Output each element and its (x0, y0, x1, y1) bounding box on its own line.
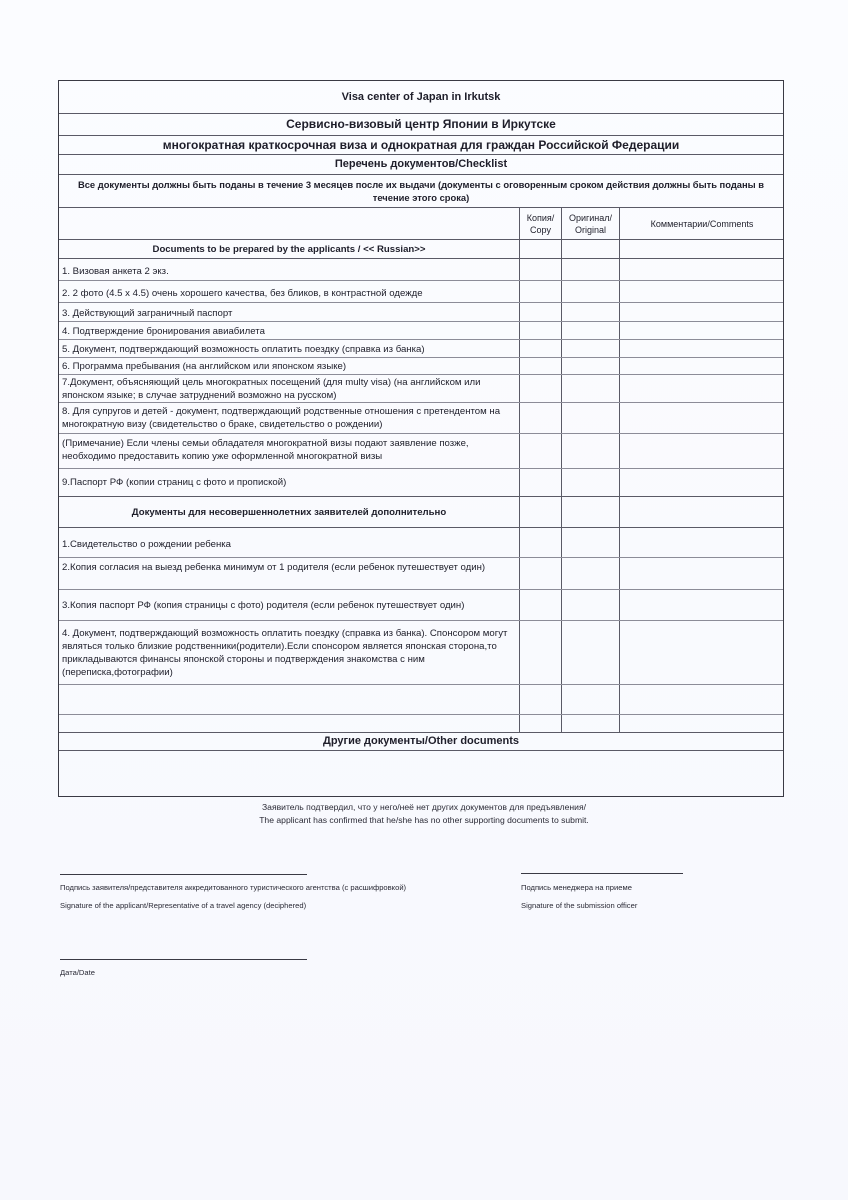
section2-title-row (59, 497, 783, 528)
header-line4-row (59, 155, 783, 175)
item-row (59, 621, 783, 685)
item-row (59, 322, 783, 340)
header-notice: Все документы должны быть поданы в течение 3 месяцев после их выдачи (документы с оговоренным сроком действия должны быть поданы в течение этого срока) (77, 179, 765, 203)
applicant-signature-line (60, 874, 307, 875)
item-text: 5. Документ, подтверждающий возможность оплатить поездку (справка из банка) (62, 344, 425, 355)
item-row (59, 558, 783, 590)
checklist-table (58, 80, 784, 797)
header-line1-row (59, 81, 783, 114)
item-text: 6. Программа пребывания (на английском или японском языке) (62, 361, 347, 372)
item-text: 2. 2 фото (4.5 x 4.5) очень хорошего качества, без бликов, в контрастной одежде (62, 288, 423, 299)
item-text: 7.Документ, объясняющий цель многократных посещений (для multy visa) (на английском или японском языке; в случае затруднений возможно на русском) (62, 377, 481, 401)
empty-row (59, 715, 783, 733)
header-title-en: Visa center of Japan in Irkutsk (341, 91, 501, 103)
date-label: Дата/Date (60, 968, 95, 977)
other-docs-space (59, 751, 783, 797)
officer-signature-line (521, 873, 683, 874)
item-row (59, 281, 783, 303)
confirmation-en: The applicant has confirmed that he/she has no other supporting documents to submit. (259, 815, 589, 825)
header-title-ru: Сервисно-визовый центр Японии в Иркутске (286, 117, 556, 131)
column-header-row (59, 208, 783, 240)
other-docs-title: Другие документы/Other documents (322, 735, 520, 747)
header-line3-row (59, 136, 783, 155)
item-text: 2.Копия согласия на выезд ребенка минимум от 1 родителя (если ребенок путешествует один) (62, 562, 486, 573)
item-row (59, 303, 783, 322)
section1-title-row (59, 240, 783, 259)
item-text: 4. Документ, подтверждающий возможность оплатить поездку (справка из банка). Спонсором могут являться только близкие родственники(родители).Если спонсором является японская сторона,то прикладываются финансы японской стороны и подтверждения знакомства с ним (переписка,фотографии) (62, 628, 508, 678)
section2-title: Документы для несовершеннолетних заявителей дополнительно (131, 507, 447, 518)
column-header-original: Оригинал/ Original (568, 212, 613, 235)
item-row (59, 358, 783, 375)
item-row (59, 259, 783, 281)
header-checklist: Перечень документов/Checklist (334, 158, 508, 170)
item-row (59, 403, 783, 434)
other-docs-row (59, 733, 783, 751)
item-note: (Примечание) Если члены семьи обладателя многократной визы подают заявление позже, необходимо предоставить копию уже оформленной многократной визы (62, 438, 469, 462)
item-row (59, 469, 783, 497)
applicant-signature-en: Signature of the applicant/Representative of a travel agency (deciphered) (60, 901, 307, 910)
item-text: 3.Копия паспорт РФ (копия страницы с фото) родителя (если ребенок путешествует один) (62, 600, 465, 611)
empty-row (59, 685, 783, 715)
item-text: 9.Паспорт РФ (копии страниц с фото и пропиской) (62, 477, 287, 488)
confirmation-ru: Заявитель подтвердил, что у него/неё нет других документов для предъявления/ (261, 802, 587, 812)
officer-signature-ru: Подпись менеджера на приеме (521, 883, 632, 892)
applicant-signature-ru: Подпись заявителя/представителя аккредитованного туристического агентства (с расшифровкой) (60, 883, 407, 892)
header-notice-row (59, 175, 783, 208)
item-text: 1. Визовая анкета 2 экз. (62, 266, 169, 277)
header-line2-row (59, 114, 783, 136)
item-row (59, 528, 783, 558)
item-row (59, 375, 783, 403)
column-header-copy: Копия/ Copy (526, 212, 555, 235)
item-row (59, 340, 783, 358)
item-row (59, 434, 783, 469)
date-line (60, 959, 307, 960)
header-visa-type: многократная краткосрочная виза и однократная для граждан Российской Федерации (162, 138, 680, 152)
item-text: 3. Действующий заграничный паспорт (62, 308, 233, 319)
item-text: 1.Свидетельство о рождении ребенка (62, 539, 232, 550)
officer-signature-en: Signature of the submission officer (521, 901, 638, 910)
item-text: 4. Подтверждение бронирования авиабилета (62, 326, 265, 337)
column-header-comments: Комментарии/Comments (650, 218, 754, 229)
item-row (59, 590, 783, 621)
item-text: 8. Для супругов и детей - документ, подтверждающий родственные отношения с претендентом на многократную визу (свидетельство о браке, свидетельство о рождении) (62, 406, 501, 430)
section1-title: Documents to be prepared by the applicants / << Russian>> (152, 244, 426, 255)
